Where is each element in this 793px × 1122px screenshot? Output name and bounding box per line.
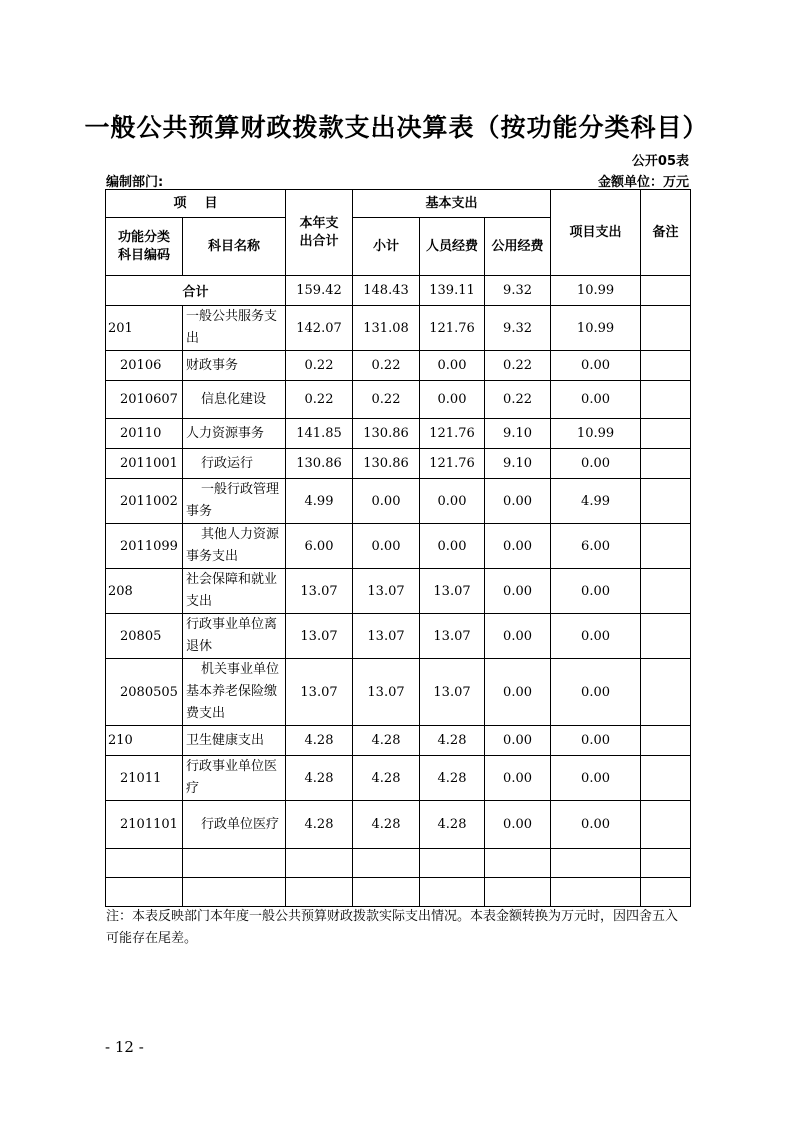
public-cell: 0.00 [485, 614, 551, 659]
table-row [106, 419, 691, 449]
table-row [106, 659, 691, 726]
subtotal-cell: 130.86 [353, 419, 420, 449]
subject-name-cell: 一般行政管理事务 [183, 479, 286, 524]
table-row [106, 614, 691, 659]
project-cell: 0.00 [551, 756, 641, 801]
project-cell: 0.00 [551, 351, 641, 381]
public-cell: 0.00 [485, 726, 551, 756]
project-cell: 10.99 [551, 419, 641, 449]
public-cell: 0.00 [485, 524, 551, 569]
table-row [106, 801, 691, 849]
public-cell: 9.32 [485, 306, 551, 351]
remark-cell [641, 449, 691, 479]
total-subtotal-cell: 148.43 [353, 276, 420, 306]
remark-cell [641, 351, 691, 381]
header-remark: 备注 [641, 190, 691, 276]
public-cell: 0.00 [485, 756, 551, 801]
total-year-cell: 0.22 [286, 381, 353, 419]
remark-cell [641, 381, 691, 419]
empty-cell [106, 878, 183, 907]
remark-cell [641, 524, 691, 569]
code-cell: 2011099 [106, 524, 183, 569]
table-row [106, 351, 691, 381]
remark-cell [641, 419, 691, 449]
public-cell: 0.22 [485, 381, 551, 419]
personnel-cell: 4.28 [420, 726, 485, 756]
total-year-cell: 142.07 [286, 306, 353, 351]
subject-name-cell: 卫生健康支出 [183, 726, 286, 756]
remark-cell [641, 756, 691, 801]
code-cell: 2010607 [106, 381, 183, 419]
subject-name-cell: 行政单位医疗 [183, 801, 286, 849]
total-year-cell: 159.42 [286, 276, 353, 306]
personnel-cell: 0.00 [420, 381, 485, 419]
subject-name-cell: 一般公共服务支出 [183, 306, 286, 351]
subtotal-cell: 0.00 [353, 479, 420, 524]
code-cell: 20805 [106, 614, 183, 659]
subject-name-cell: 行政事业单位医疗 [183, 756, 286, 801]
total-year-cell: 141.85 [286, 419, 353, 449]
total-public-cell: 9.32 [485, 276, 551, 306]
total-project-cell: 10.99 [551, 276, 641, 306]
page-number: - 12 - [105, 1038, 144, 1056]
public-cell: 0.00 [485, 569, 551, 614]
table-row [106, 306, 691, 351]
total-personnel-cell: 139.11 [420, 276, 485, 306]
unit-label: 金额单位：万元 [597, 175, 689, 190]
code-cell: 210 [106, 726, 183, 756]
empty-cell [551, 878, 641, 907]
header-basic: 基本支出 [353, 190, 551, 218]
code-cell: 2080505 [106, 659, 183, 726]
code-cell: 2101101 [106, 801, 183, 849]
remark-cell [641, 569, 691, 614]
subtotal-cell: 4.28 [353, 756, 420, 801]
header-subtotal: 小计 [353, 218, 420, 276]
subtotal-cell: 131.08 [353, 306, 420, 351]
public-cell: 0.00 [485, 479, 551, 524]
empty-cell [286, 849, 353, 878]
empty-cell [641, 878, 691, 907]
table-row [106, 569, 691, 614]
table-note: 注：本表反映部门本年度一般公共预算财政拨款实际支出情况。本表金额转换为万元时，因四舍五入可能存在尾差。 [106, 909, 679, 946]
empty-cell [420, 849, 485, 878]
project-cell: 0.00 [551, 449, 641, 479]
empty-cell [485, 878, 551, 907]
subtotal-cell: 0.22 [353, 381, 420, 419]
project-cell: 0.00 [551, 726, 641, 756]
subtotal-cell: 0.00 [353, 524, 420, 569]
personnel-cell: 0.00 [420, 524, 485, 569]
personnel-cell: 121.76 [420, 306, 485, 351]
header-personnel: 人员经费 [420, 218, 485, 276]
code-cell: 208 [106, 569, 183, 614]
remark-cell [641, 659, 691, 726]
empty-cell [183, 878, 286, 907]
subtotal-cell: 4.28 [353, 801, 420, 849]
public-cell: 9.10 [485, 419, 551, 449]
code-cell: 21011 [106, 756, 183, 801]
personnel-cell: 0.00 [420, 479, 485, 524]
header-item: 项 目 [106, 190, 286, 218]
table-row [106, 381, 691, 419]
code-cell: 20110 [106, 419, 183, 449]
subtotal-cell: 0.22 [353, 351, 420, 381]
project-cell: 0.00 [551, 614, 641, 659]
remark-cell [641, 614, 691, 659]
subtotal-cell: 130.86 [353, 449, 420, 479]
project-cell: 0.00 [551, 381, 641, 419]
subject-name-cell: 信息化建设 [183, 381, 286, 419]
personnel-cell: 13.07 [420, 614, 485, 659]
empty-cell [183, 849, 286, 878]
empty-cell [353, 878, 420, 907]
personnel-cell: 0.00 [420, 351, 485, 381]
public-cell: 0.00 [485, 659, 551, 726]
total-year-cell: 13.07 [286, 659, 353, 726]
total-year-cell: 13.07 [286, 569, 353, 614]
personnel-cell: 13.07 [420, 659, 485, 726]
public-cell: 0.00 [485, 801, 551, 849]
form-number: 公开05表 [631, 154, 689, 169]
subject-name-cell: 社会保障和就业支出 [183, 569, 286, 614]
empty-cell [485, 849, 551, 878]
remark-cell [641, 479, 691, 524]
empty-row [106, 878, 691, 907]
personnel-cell: 4.28 [420, 756, 485, 801]
subject-name-cell: 人力资源事务 [183, 419, 286, 449]
table-row [106, 756, 691, 801]
header-func-code: 功能分类科目编码 [106, 218, 183, 276]
header-project: 项目支出 [551, 190, 641, 276]
table-row [106, 524, 691, 569]
empty-cell [106, 849, 183, 878]
subject-name-cell: 其他人力资源事务支出 [183, 524, 286, 569]
total-label: 合计 [106, 276, 286, 306]
total-year-cell: 4.28 [286, 756, 353, 801]
code-cell: 201 [106, 306, 183, 351]
project-cell: 0.00 [551, 569, 641, 614]
empty-cell [641, 849, 691, 878]
empty-cell [353, 849, 420, 878]
table-row [106, 726, 691, 756]
empty-row [106, 849, 691, 878]
department-label: 编制部门: [106, 175, 164, 190]
personnel-cell: 13.07 [420, 569, 485, 614]
subtotal-cell: 13.07 [353, 614, 420, 659]
table-row [106, 449, 691, 479]
total-year-cell: 13.07 [286, 614, 353, 659]
remark-cell [641, 801, 691, 849]
total-year-cell: 4.99 [286, 479, 353, 524]
header-public: 公用经费 [485, 218, 551, 276]
total-year-cell: 6.00 [286, 524, 353, 569]
project-cell: 0.00 [551, 659, 641, 726]
code-cell: 2011001 [106, 449, 183, 479]
subject-name-cell: 机关事业单位基本养老保险缴费支出 [183, 659, 286, 726]
subtotal-cell: 4.28 [353, 726, 420, 756]
empty-cell [551, 849, 641, 878]
code-cell: 2011002 [106, 479, 183, 524]
empty-cell [420, 878, 485, 907]
subject-name-cell: 行政事业单位离退休 [183, 614, 286, 659]
subtotal-cell: 13.07 [353, 569, 420, 614]
subject-name-cell: 财政事务 [183, 351, 286, 381]
remark-cell [641, 306, 691, 351]
public-cell: 0.22 [485, 351, 551, 381]
personnel-cell: 4.28 [420, 801, 485, 849]
total-year-cell: 4.28 [286, 726, 353, 756]
personnel-cell: 121.76 [420, 419, 485, 449]
total-remark-cell [641, 276, 691, 306]
project-cell: 0.00 [551, 801, 641, 849]
personnel-cell: 121.76 [420, 449, 485, 479]
total-year-cell: 130.86 [286, 449, 353, 479]
code-cell: 20106 [106, 351, 183, 381]
public-cell: 9.10 [485, 449, 551, 479]
subject-name-cell: 行政运行 [183, 449, 286, 479]
subtotal-cell: 13.07 [353, 659, 420, 726]
table-row [106, 479, 691, 524]
expenditure-table [105, 189, 691, 907]
project-cell: 10.99 [551, 306, 641, 351]
total-row [106, 276, 691, 306]
total-year-cell: 4.28 [286, 801, 353, 849]
header-subject-name: 科目名称 [183, 218, 286, 276]
header-total-year: 本年支出合计 [286, 190, 353, 276]
empty-cell [286, 878, 353, 907]
remark-cell [641, 726, 691, 756]
page-title: 一般公共预算财政拨款支出决算表（按功能分类科目） [84, 113, 709, 142]
project-cell: 6.00 [551, 524, 641, 569]
total-year-cell: 0.22 [286, 351, 353, 381]
project-cell: 4.99 [551, 479, 641, 524]
